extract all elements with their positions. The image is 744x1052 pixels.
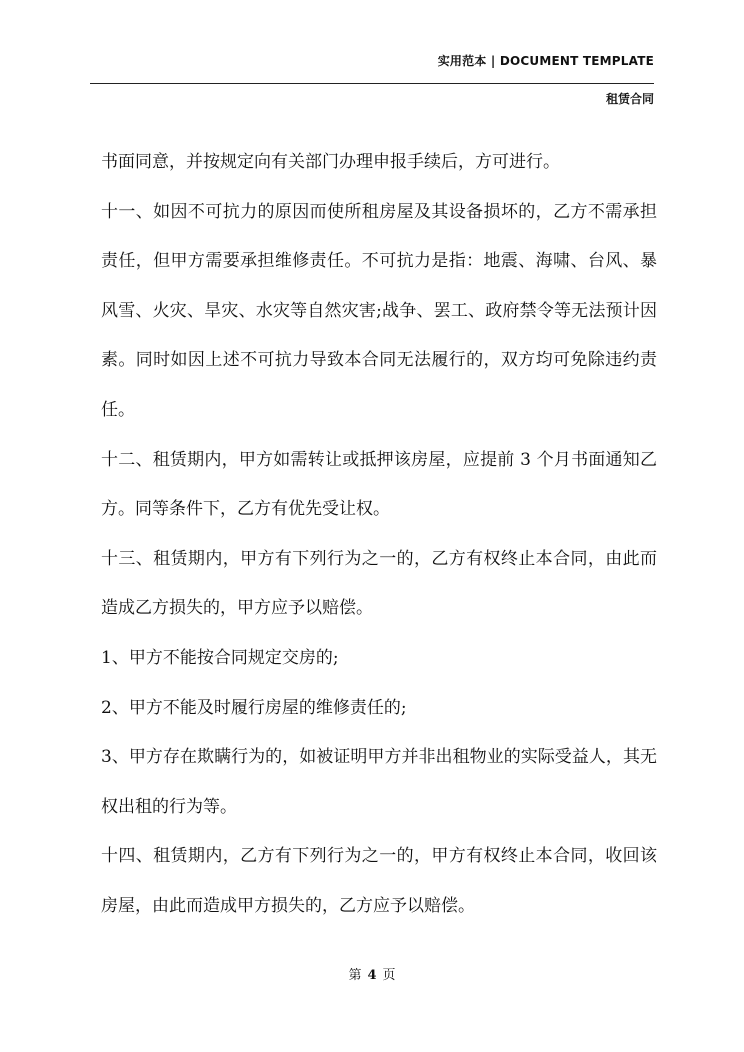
paragraph: 书面同意，并按规定向有关部门办理申报手续后，方可进行。 [101,152,560,172]
paragraph: 1、甲方不能按合同规定交房的; [101,647,339,668]
paragraph: 十四、租赁期内，乙方有下列行为之一的，甲方有权终止本合同，收回该房屋，由此而造成甲方损失的，乙方应予以赔偿。 [101,846,657,916]
paragraph: 3、甲方存在欺瞒行为的，如被证明甲方并非出租物业的实际受益人，其无权出租的行为等。 [101,747,657,817]
page-number-prefix: 第 [348,968,362,983]
header-title: 实用范本 | DOCUMENT TEMPLATE [437,54,654,68]
paragraph: 2、甲方不能及时履行房屋的维修责任的; [101,697,407,718]
document-body [101,138,657,932]
paragraph: 十三、租赁期内，甲方有下列行为之一的，乙方有权终止本合同，由此而造成乙方损失的，甲方应予以赔偿。 [101,548,657,619]
page-number-suffix: 页 [382,968,396,983]
paragraph: 十二、租赁期内，甲方如需转让或抵押该房屋，应提前 3 个月书面通知乙方。同等条件下，乙方有优先受让权。 [101,449,657,520]
paragraph: 十一、如因不可抗力的原因而使所租房屋及其设备损坏的，乙方不需承担责任，但甲方需要承担维修责任。不可抗力是指：地震、海啸、台风、暴风雪、火灾、旱灾、水灾等自然灾害;战争、罢工、政府禁令等无法预计因素。同时如因上述不可抗力导致本合同无法履行的，双方均可免除违约责任。 [101,201,657,420]
page-footer [0,964,744,983]
page-number: 4 [367,968,377,983]
header-divider [90,83,654,84]
header-subtitle: 租赁合同 [605,92,654,106]
